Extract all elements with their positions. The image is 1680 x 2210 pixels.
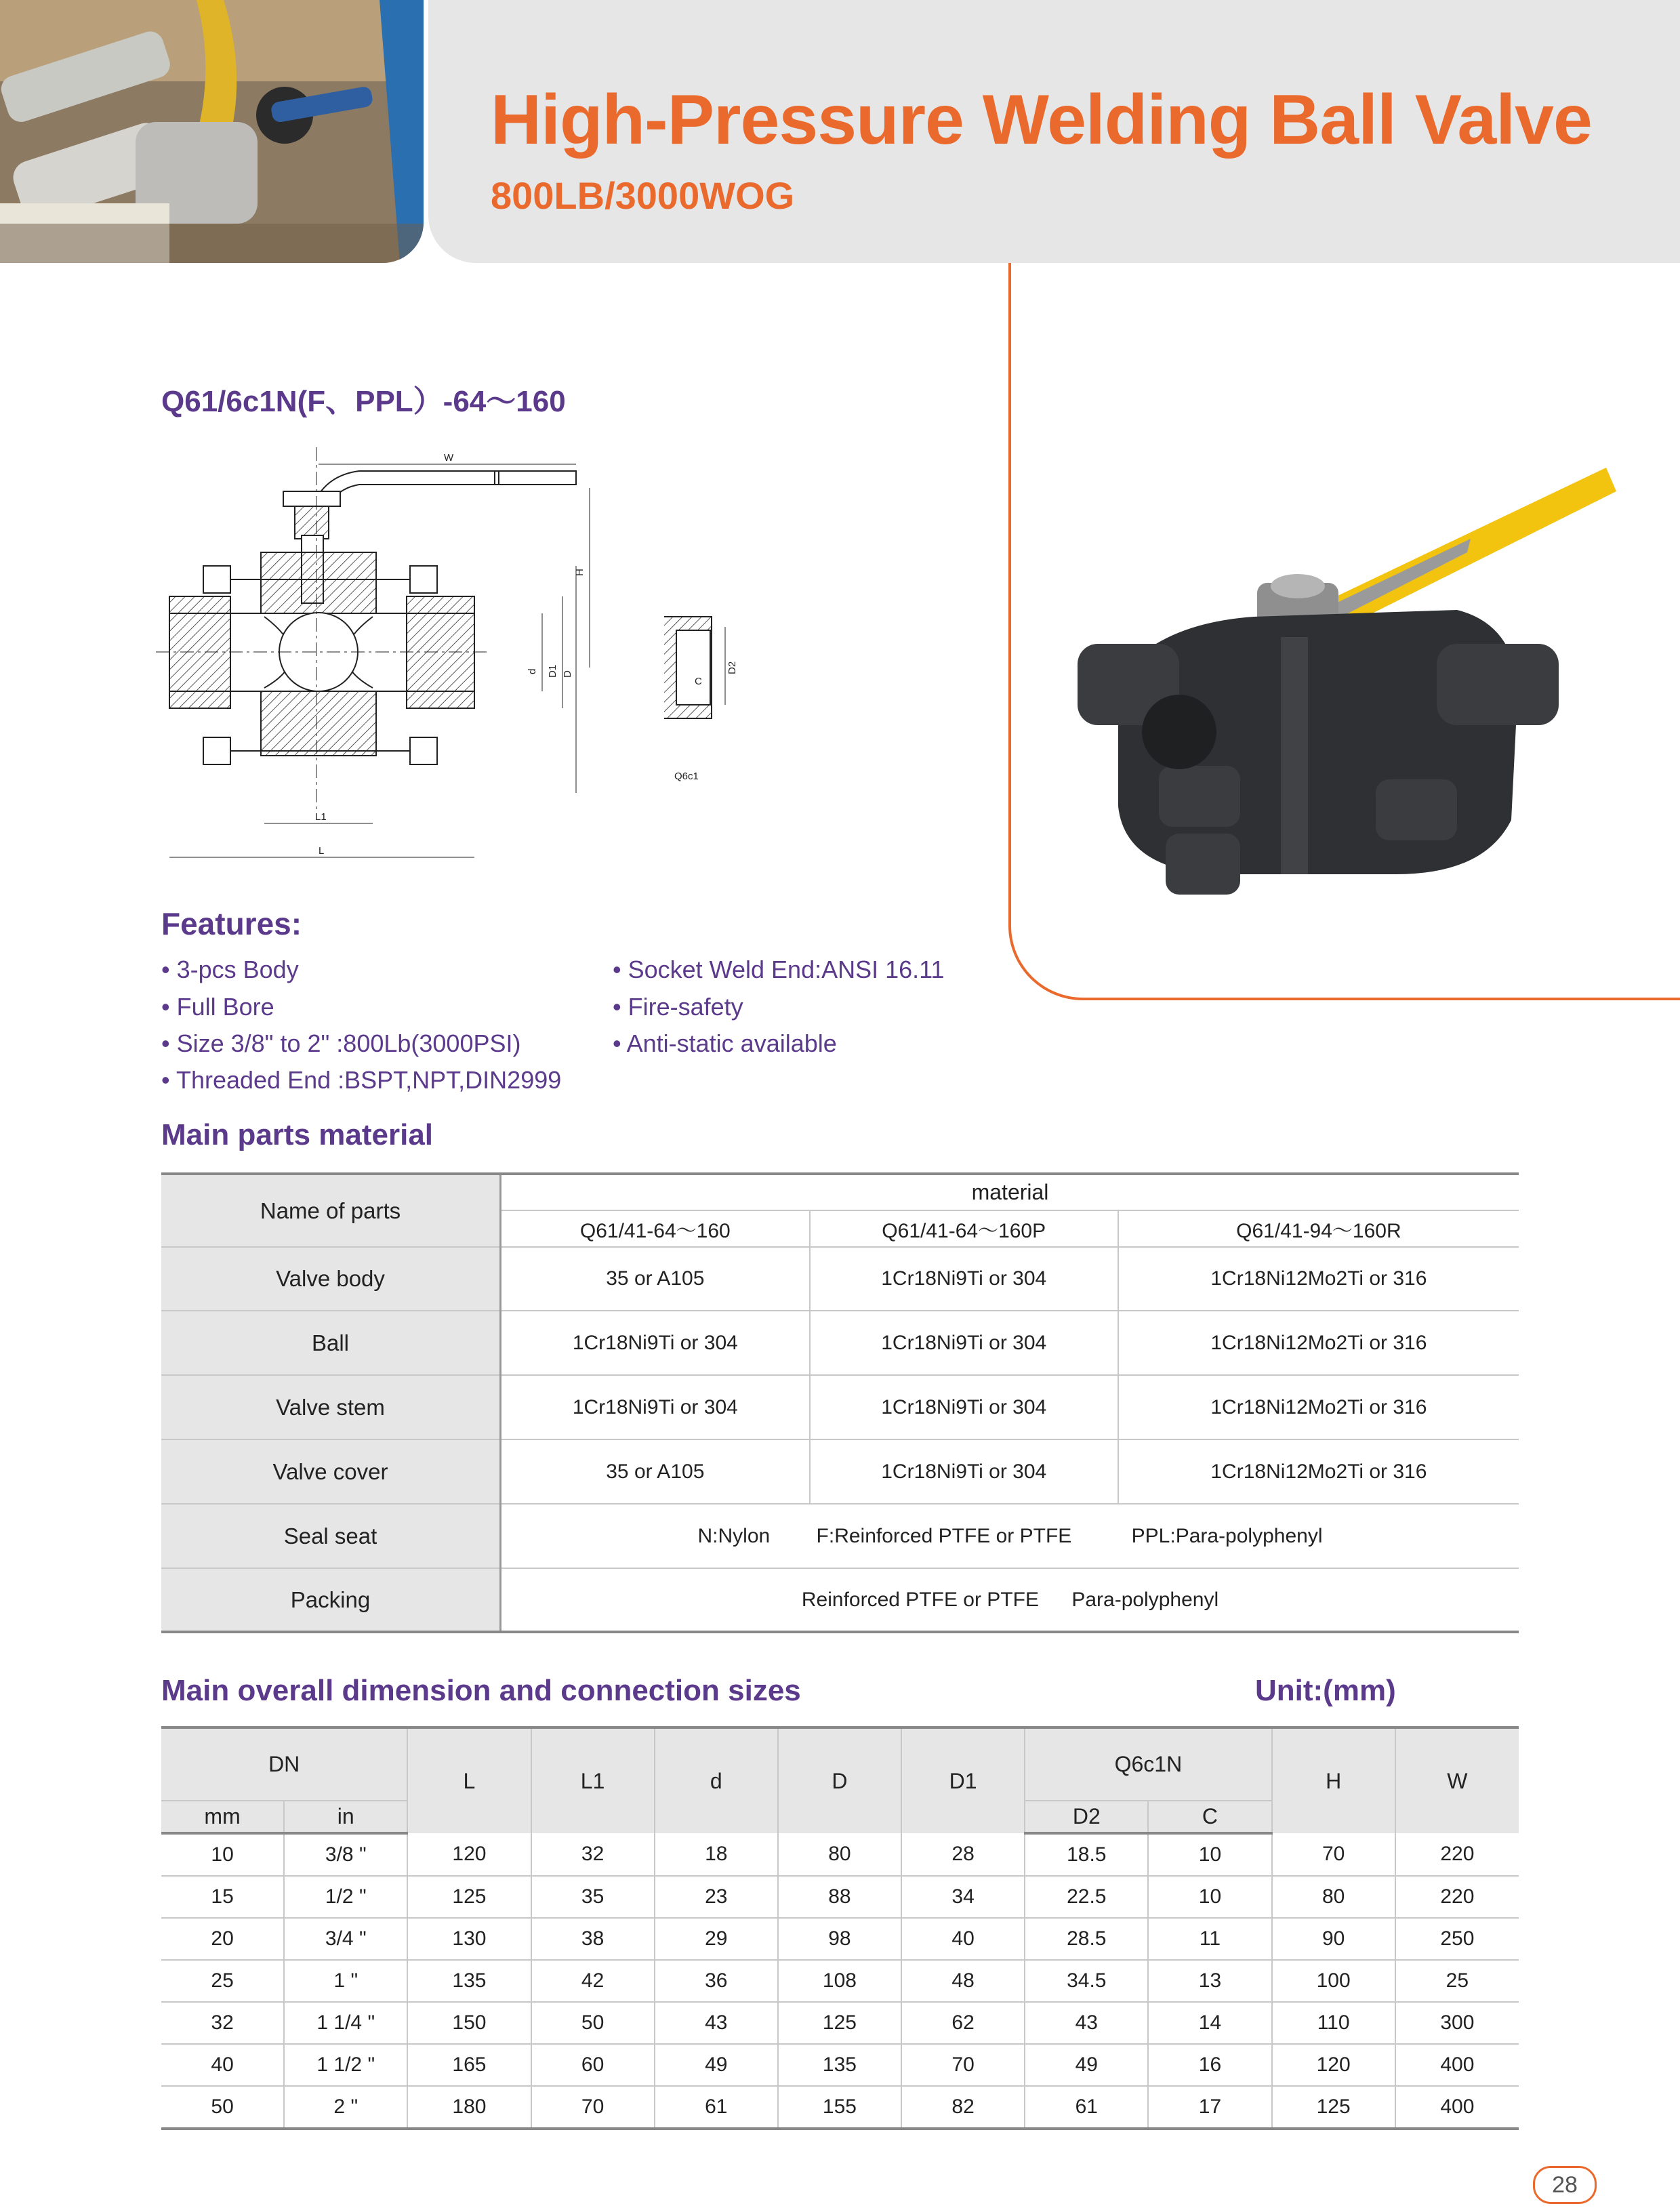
- dimension-cell: 400: [1395, 2044, 1519, 2086]
- dimension-cell: 25: [1395, 1960, 1519, 2002]
- part-name: Valve cover: [161, 1439, 501, 1504]
- material-cell: 35 or A105: [501, 1439, 810, 1504]
- dimension-cell: 36: [655, 1960, 778, 2002]
- dimension-cell: 100: [1272, 1960, 1395, 2002]
- dimension-cell: 61: [655, 2086, 778, 2129]
- d1-header: D1: [901, 1727, 1025, 1833]
- dimension-cell: 17: [1148, 2086, 1271, 2129]
- part-name: Valve body: [161, 1247, 501, 1311]
- table-row: [161, 1568, 1519, 1632]
- dim-d2-label: D2: [726, 661, 738, 674]
- dn-header: DN: [161, 1727, 407, 1801]
- installation-photo: [0, 0, 424, 263]
- dimension-cell: 1/2 ": [284, 1876, 407, 1918]
- dimension-cell: 135: [407, 1960, 531, 2002]
- dimension-cell: 108: [778, 1960, 901, 2002]
- dim-l1-label: L1: [315, 811, 327, 823]
- dimension-cell: 29: [655, 1918, 778, 1960]
- dimension-cell: 135: [778, 2044, 901, 2086]
- dimension-cell: 50: [531, 2002, 655, 2044]
- name-of-parts-header: Name of parts: [161, 1174, 501, 1247]
- h-header: H: [1272, 1727, 1395, 1833]
- dimension-cell: 18: [655, 1833, 778, 1876]
- dimension-cell: 38: [531, 1918, 655, 1960]
- part-name: Seal seat: [161, 1504, 501, 1568]
- dimension-cell: 125: [1272, 2086, 1395, 2129]
- material-column-header: Q61/41-64～160P: [810, 1210, 1118, 1247]
- w-header: W: [1395, 1727, 1519, 1833]
- dimension-cell: 220: [1395, 1833, 1519, 1876]
- drawing-q6c1-label: Q6c1: [674, 771, 699, 782]
- material-cell: 1Cr18Ni9Ti or 304: [501, 1375, 810, 1439]
- feature-item: • Full Bore: [161, 993, 274, 1021]
- l-header: L: [407, 1727, 531, 1833]
- packing-option: Para-polyphenyl: [1071, 1588, 1219, 1611]
- dimension-cell: 43: [1025, 2002, 1148, 2044]
- dimension-cell: 62: [901, 2002, 1025, 2044]
- dimension-cell: 13: [1148, 1960, 1271, 2002]
- dimension-cell: 28.5: [1025, 1918, 1148, 1960]
- dimensions-heading: Main overall dimension and connection sizes: [161, 1674, 801, 1707]
- dimension-cell: 42: [531, 1960, 655, 2002]
- dimension-cell: 3/4 ": [284, 1918, 407, 1960]
- material-cell: 1Cr18Ni12Mo2Ti or 316: [1118, 1247, 1519, 1311]
- dimension-cell: 61: [1025, 2086, 1148, 2129]
- material-cell: 1Cr18Ni9Ti or 304: [810, 1247, 1118, 1311]
- dimension-cell: 155: [778, 2086, 901, 2129]
- material-cell: 35 or A105: [501, 1247, 810, 1311]
- dimension-cell: 22.5: [1025, 1876, 1148, 1918]
- dimension-cell: 35: [531, 1876, 655, 1918]
- c-header: C: [1148, 1801, 1271, 1833]
- dim-d-small-label: d: [527, 668, 538, 674]
- dimension-cell: 70: [1272, 1833, 1395, 1876]
- dimension-cell: 34.5: [1025, 1960, 1148, 2002]
- unit-label: Unit:(mm): [1255, 1674, 1396, 1707]
- dimension-cell: 400: [1395, 2086, 1519, 2129]
- packing-cell: [501, 1568, 1519, 1632]
- table-row: [161, 1375, 1519, 1439]
- dimension-cell: 70: [901, 2044, 1025, 2086]
- material-column-header: Q61/41-64～160: [501, 1210, 810, 1247]
- table-row: [161, 2086, 1519, 2129]
- dimension-cell: 90: [1272, 1918, 1395, 1960]
- dimension-cell: 70: [531, 2086, 655, 2129]
- dimension-cell: 32: [531, 1833, 655, 1876]
- dimension-cell: 82: [901, 2086, 1025, 2129]
- dimension-cell: 125: [407, 1876, 531, 1918]
- model-code: Q61/6c1N(F、PPL）-64～160: [161, 385, 566, 418]
- page-title: High-Pressure Welding Ball Valve: [491, 81, 1592, 159]
- material-cell: 1Cr18Ni12Mo2Ti or 316: [1118, 1439, 1519, 1504]
- materials-table: [161, 1172, 1519, 1633]
- dim-c-label: C: [695, 676, 702, 687]
- table-row: [161, 1876, 1519, 1918]
- dimension-cell: 23: [655, 1876, 778, 1918]
- feature-item: • Size 3/8" to 2" :800Lb(3000PSI): [161, 1029, 521, 1057]
- table-row: [161, 1833, 1519, 1876]
- seal-option: PPL:Para-polyphenyl: [1131, 1524, 1323, 1547]
- dimension-cell: 125: [778, 2002, 901, 2044]
- d-header: D: [778, 1727, 901, 1833]
- material-cell: 1Cr18Ni12Mo2Ti or 316: [1118, 1311, 1519, 1375]
- dim-w-label: W: [444, 452, 454, 464]
- material-cell: 1Cr18Ni9Ti or 304: [810, 1439, 1118, 1504]
- seal-option: F:Reinforced PTFE or PTFE: [816, 1524, 1072, 1547]
- dimension-cell: 20: [161, 1918, 284, 1960]
- l1-header: L1: [531, 1727, 655, 1833]
- dimension-cell: 120: [1272, 2044, 1395, 2086]
- table-row: [161, 1439, 1519, 1504]
- dimension-cell: 15: [161, 1876, 284, 1918]
- dimension-cell: 50: [161, 2086, 284, 2129]
- dimension-cell: 88: [778, 1876, 901, 1918]
- dimension-cell: 120: [407, 1833, 531, 1876]
- dimension-cell: 40: [901, 1918, 1025, 1960]
- dimension-cell: 180: [407, 2086, 531, 2129]
- dimension-cell: 150: [407, 2002, 531, 2044]
- dim-d-label: D: [562, 670, 573, 678]
- page-subtitle: 800LB/3000WOG: [491, 174, 795, 217]
- dimension-cell: 10: [1148, 1876, 1271, 1918]
- dimension-cell: 43: [655, 2002, 778, 2044]
- feature-item: • 3-pcs Body: [161, 956, 299, 983]
- dimension-cell: 28: [901, 1833, 1025, 1876]
- packing-option: Reinforced PTFE or PTFE: [801, 1588, 1039, 1611]
- feature-item: • Threaded End :BSPT,NPT,DIN2999: [161, 1066, 562, 1094]
- table-row: [161, 2002, 1519, 2044]
- dim-l-label: L: [319, 845, 325, 857]
- material-header: material: [501, 1174, 1519, 1210]
- dimension-cell: 16: [1148, 2044, 1271, 2086]
- dimension-cell: 60: [531, 2044, 655, 2086]
- dimension-cell: 11: [1148, 1918, 1271, 1960]
- dimension-cell: 300: [1395, 2002, 1519, 2044]
- dimension-cell: 3/8 ": [284, 1833, 407, 1876]
- mm-header: mm: [161, 1801, 284, 1833]
- valve-photo: [1078, 441, 1620, 918]
- d-small-header: d: [655, 1727, 778, 1833]
- dimension-cell: 250: [1395, 1918, 1519, 1960]
- dimension-cell: 1 1/2 ": [284, 2044, 407, 2086]
- dimension-cell: 14: [1148, 2002, 1271, 2044]
- part-name: Ball: [161, 1311, 501, 1375]
- table-row: [161, 1311, 1519, 1375]
- table-row: [161, 1504, 1519, 1568]
- dimension-cell: 2 ": [284, 2086, 407, 2129]
- material-cell: 1Cr18Ni9Ti or 304: [810, 1375, 1118, 1439]
- dimension-cell: 98: [778, 1918, 901, 1960]
- feature-item: • Anti-static available: [613, 1029, 837, 1057]
- dimension-cell: 80: [1272, 1876, 1395, 1918]
- q6c1n-header: Q6c1N: [1025, 1727, 1271, 1801]
- in-header: in: [284, 1801, 407, 1833]
- seal-option: N:Nylon: [697, 1524, 771, 1547]
- feature-item: • Fire-safety: [613, 993, 743, 1021]
- part-name: Packing: [161, 1568, 501, 1632]
- material-cell: 1Cr18Ni9Ti or 304: [810, 1311, 1118, 1375]
- dimension-cell: 10: [161, 1833, 284, 1876]
- dimension-cell: 220: [1395, 1876, 1519, 1918]
- table-row: [161, 1918, 1519, 1960]
- table-row: [161, 1960, 1519, 2002]
- dim-d1-label: D1: [547, 664, 558, 678]
- dimension-cell: 25: [161, 1960, 284, 2002]
- dimension-cell: 49: [1025, 2044, 1148, 2086]
- dimension-cell: 1 1/4 ": [284, 2002, 407, 2044]
- seal-seat-cell: [501, 1504, 1519, 1568]
- dimension-cell: 40: [161, 2044, 284, 2086]
- material-cell: 1Cr18Ni9Ti or 304: [501, 1311, 810, 1375]
- dimension-cell: 49: [655, 2044, 778, 2086]
- valve-drawing: [156, 434, 766, 871]
- dimension-cell: 10: [1148, 1833, 1271, 1876]
- part-name: Valve stem: [161, 1375, 501, 1439]
- dimension-cell: 1 ": [284, 1960, 407, 2002]
- material-cell: 1Cr18Ni12Mo2Ti or 316: [1118, 1375, 1519, 1439]
- table-row: [161, 1247, 1519, 1311]
- dimension-cell: 48: [901, 1960, 1025, 2002]
- dimension-cell: 80: [778, 1833, 901, 1876]
- dimension-cell: 130: [407, 1918, 531, 1960]
- dimension-cell: 110: [1272, 2002, 1395, 2044]
- dimension-cell: 32: [161, 2002, 284, 2044]
- feature-item: • Socket Weld End:ANSI 16.11: [613, 956, 945, 983]
- dimension-cell: 18.5: [1025, 1833, 1148, 1876]
- dimension-cell: 34: [901, 1876, 1025, 1918]
- dimension-cell: 165: [407, 2044, 531, 2086]
- material-column-header: Q61/41-94～160R: [1118, 1210, 1519, 1247]
- materials-heading: Main parts material: [161, 1118, 434, 1151]
- dim-h-label: H: [574, 569, 586, 576]
- page-number: 28: [1533, 2166, 1597, 2204]
- d2-header: D2: [1025, 1801, 1148, 1833]
- table-row: [161, 2044, 1519, 2086]
- features-heading: Features:: [161, 906, 302, 941]
- dimensions-table: [161, 1726, 1519, 2130]
